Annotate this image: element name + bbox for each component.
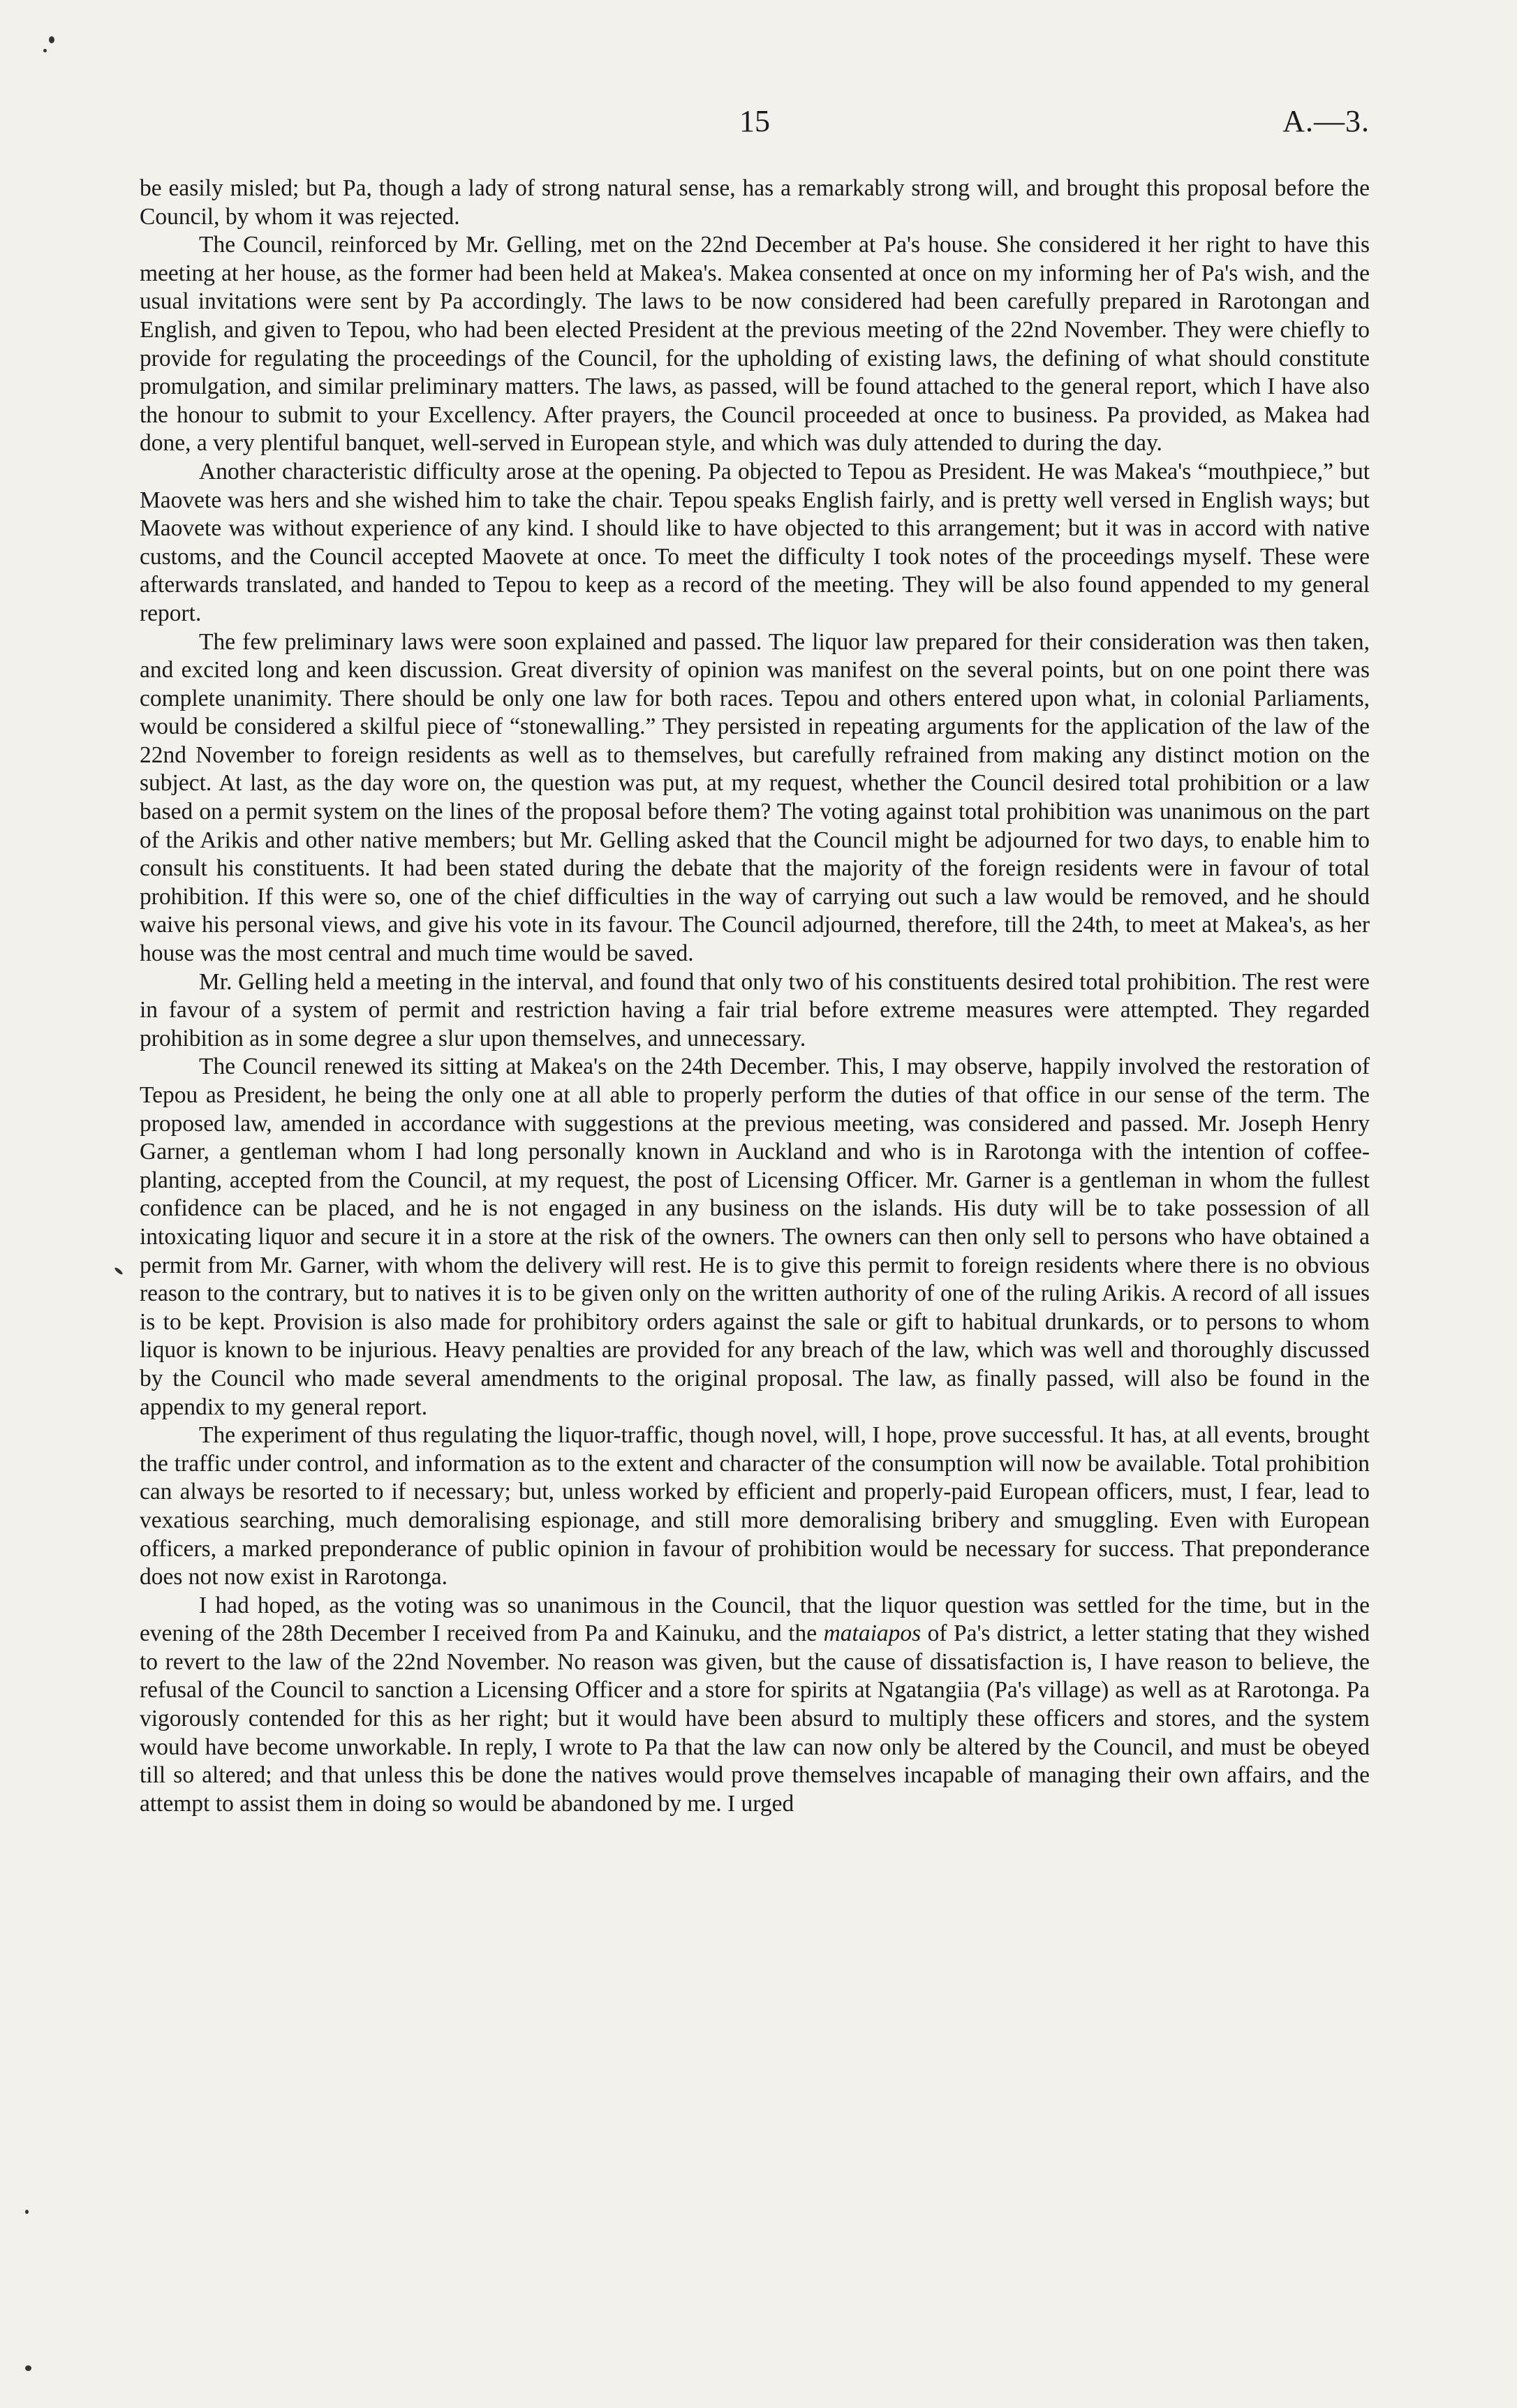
page-number: 15 xyxy=(739,104,770,138)
paper-reference: A.—3. xyxy=(1282,104,1370,138)
paragraph: be easily misled; but Pa, though a lady of strong natural sense, has a remarkably strong will, and brought this proposal before the Council, by whom it was rejected. xyxy=(140,175,1370,230)
paragraph: Another characteristic difficulty arose at the opening. Pa objected to Tepou as President. He was Makea's “mouthpiece,” but Maovete was hers and she wished him to take the chair. Tepou speaks English fairly, and is pretty well versed in English ways; but Maovete was without experience of any kind. I should like to have objected to this arrangement; but it was in accord with native customs, and the Council accepted Maovete at once. To meet the difficulty I took notes of the proceedings myself. These were afterwards translated, and handed to Tepou to keep as a record of the meeting. They will be also found appended to my general report. xyxy=(140,458,1370,626)
scan-speck xyxy=(114,1266,124,1276)
paragraph: The experiment of thus regulating the liquor-traffic, though novel, will, I hope, prove successful. It has, at all events, brought the traffic under control, and information as to the extent and character of the consumption will now be available. Total prohibition can always be resorted to if necessary; but, unless worked by efficient and properly-paid European officers, must, I fear, lead to vexatious searching, much demoralising espionage, and still more demoralising bribery and smuggling. Even with European officers, a marked preponderance of public opinion in favour of prohibition would be necessary for success. That preponderance does not now exist in Rarotonga. xyxy=(140,1422,1370,1590)
scan-speck xyxy=(25,2365,31,2371)
body-text xyxy=(140,175,1370,1818)
paragraph: I had hoped, as the voting was so unanimous in the Council, that the liquor question was settled for the time, but in the evening of the 28th December I received from Pa and Kainuku, and the mataiapos of Pa's district, a letter stating that they wished to revert to the law of the 22nd November. No reason was given, but the cause of dissatisfaction is, I have reason to believe, the refusal of the Council to sanction a Licensing Officer and a store for spirits at Ngatangiia (Pa's village) as well as at Rarotonga. Pa vigorously contended for this as her right; but it would have been absurd to multiply these officers and stores, and the system would have become unworkable. In reply, I wrote to Pa that the law can now only be altered by the Council, and must be obeyed till so altered; and that unless this be done the natives would prove themselves incapable of managing their own affairs, and the attempt to assist them in doing so would be abandoned by me. I urged xyxy=(140,1592,1370,1817)
paragraph: Mr. Gelling held a meeting in the interval, and found that only two of his constituents desired total prohibition. The rest were in favour of a system of permit and restriction having a fair trial before extreme measures were attempted. They regarded prohibition as in some degree a slur upon themselves, and unnecessary. xyxy=(140,968,1370,1051)
scan-speck xyxy=(43,49,47,52)
paragraph: The Council, reinforced by Mr. Gelling, met on the 22nd December at Pa's house. She considered it her right to have this meeting at her house, as the former had been held at Makea's. Makea consented at once on my informing her of Pa's wish, and the usual invitations were sent by Pa accordingly. The laws to be now considered had been carefully prepared in Rarotongan and English, and given to Tepou, who had been elected President at the previous meeting of the 22nd November. They were chiefly to provide for regulating the proceedings of the Council, for the upholding of existing laws, the defining of what should constitute promulgation, and similar preliminary matters. The laws, as passed, will be found attached to the general report, which I have also the honour to submit to your Excellency. After prayers, the Council proceeded at once to business. Pa provided, as Makea had done, a very plentiful banquet, well-served in European style, and which was duly attended to during the day. xyxy=(140,232,1370,457)
paragraph: The few preliminary laws were soon explained and passed. The liquor law prepared for their consideration was then taken, and excited long and keen discussion. Great diversity of opinion was manifest on the several points, but on one point there was complete unanimity. There should be only one law for both races. Tepou and others entered upon what, in colonial Parliaments, would be considered a skilful piece of “stonewalling.” They persisted in repeating arguments for the application of the law of the 22nd November to foreign residents as well as to themselves, but carefully refrained from making any distinct motion on the subject. At last, as the day wore on, the question was put, at my request, whether the Council desired total prohibition or a law based on a permit system on the lines of the proposal before them? The voting against total prohibition was unanimous on the part of the Arikis and other native members; but Mr. Gelling asked that the Council might be adjourned for two days, to enable him to consult his constituents. It had been stated during the debate that the majority of the foreign residents were in favour of total prohibition. If this were so, one of the chief difficulties in the way of carrying out such a law would be removed, and he should waive his personal views, and give his vote in its favour. The Council adjourned, therefore, till the 24th, to meet at Makea's, as her house was the most central and much time would be saved. xyxy=(140,628,1370,967)
italic-term: mataiapos xyxy=(823,1620,922,1647)
paragraph: The Council renewed its sitting at Makea's on the 24th December. This, I may observe, happily involved the restoration of Tepou as President, he being the only one at all able to properly perform the duties of that office in our sense of the term. The proposed law, amended in accordance with suggestions at the previous meeting, was considered and passed. Mr. Joseph Henry Garner, a gentleman whom I had long personally known in Auckland and who is in Rarotonga with the intention of coffee-planting, accepted from the Council, at my request, the post of Licensing Officer. Mr. Garner is a gentleman in whom the fullest confidence can be placed, and he is not engaged in any business on the islands. His duty will be to take possession of all intoxicating liquor and secure it in a store at the risk of the owners. The owners can then only sell to persons who have obtained a permit from Mr. Garner, with whom the delivery will rest. He is to give this permit to foreign residents where there is no obvious reason to the contrary, but to natives it is to be given only on the written authority of one of the ruling Arikis. A record of all issues is to be kept. Provision is also made for prohibitory orders against the sale or gift to habitual drunkards, or to persons to whom liquor is known to be injurious. Heavy penalties are provided for any breach of the law, which was well and thoroughly discussed by the Council who made several amendments to the original proposal. The law, as finally passed, will also be found in the appendix to my general report. xyxy=(140,1054,1370,1420)
scan-speck xyxy=(49,36,54,43)
page-header xyxy=(140,103,1370,145)
scan-speck xyxy=(25,2210,29,2214)
